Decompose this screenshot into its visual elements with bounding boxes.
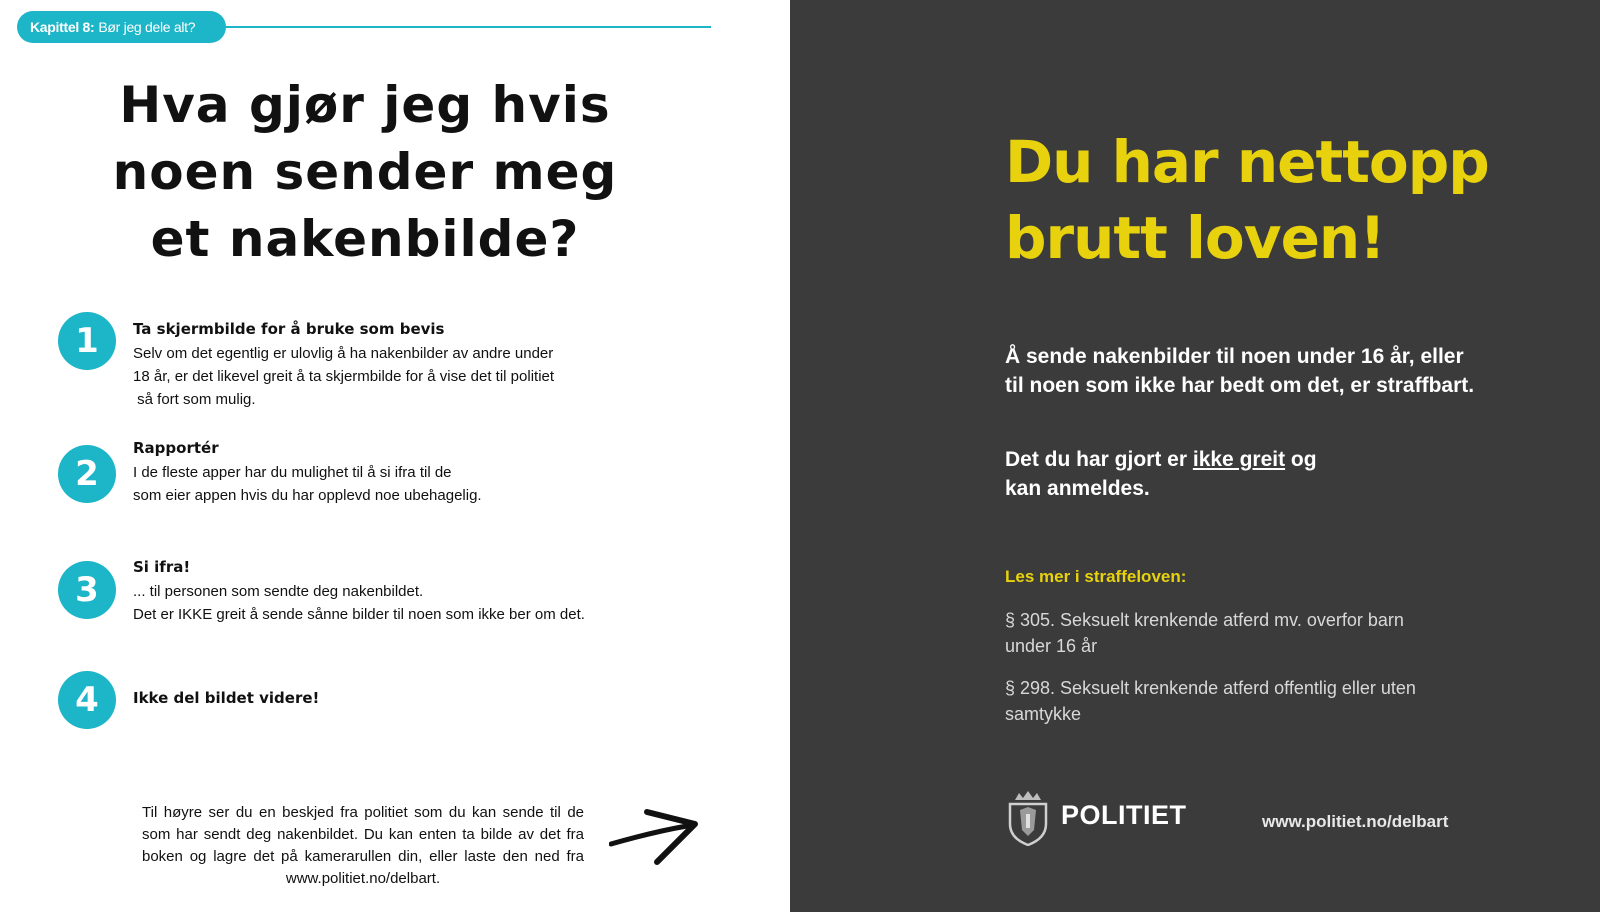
warning-emphasis: ikke greit [1192, 448, 1286, 471]
step-title: Ikke del bildet videre! [133, 689, 320, 707]
step-title: Si ifra! [133, 558, 191, 576]
header-divider [220, 26, 711, 28]
police-crest-icon [1005, 790, 1051, 846]
warning-title [1005, 124, 1525, 276]
step-title: Rapportér [133, 439, 219, 457]
step-text-line: ... til personen som sendte deg nakenbildet. [133, 583, 424, 600]
step-text-line: så fort som mulig. [133, 391, 256, 408]
title-line: et nakenbilde? [150, 210, 580, 268]
chapter-title: Bør jeg dele alt? [98, 19, 196, 35]
step-text-line: 18 år, er det likevel greit å ta skjermbilde for å vise det til politiet [133, 368, 555, 385]
title-line: noen sender meg [112, 143, 618, 201]
step-text [133, 461, 653, 507]
chapter-label: Kapittel 8: [30, 19, 95, 35]
politiet-logo-text: POLITIET [1061, 800, 1187, 830]
title-line: Hva gjør jeg hvis [119, 76, 611, 134]
warning-title-line: Du har nettopp [1005, 128, 1489, 196]
law-item: § 298. Seksuelt krenkende atferd offentlig eller uten samtykke [1005, 678, 1416, 724]
footnote-text: Til høyre ser du en beskjed fra politiet som du kan sende til de som har sendt deg nakenbildet. Du kan enten ta bilde av det fra boken og lagre det på kamerarullen din, eller laste den ned fra www.politiet.no/delbart. [142, 804, 584, 887]
step-number-badge: 1 [58, 312, 116, 370]
step-number-badge: 2 [58, 445, 116, 503]
warning-text: og kan anmeldes. [1005, 448, 1317, 500]
warning-paragraph: Å sende nakenbilder til noen under 16 år, eller til noen som ikke har bedt om det, er straffbart. [1005, 345, 1475, 397]
warning-title-line: brutt loven! [1005, 204, 1385, 272]
warning-paragraph-2 [1005, 445, 1335, 503]
step-text-line: Selv om det egentlig er ulovlig å ha nakenbilder av andre under [133, 345, 554, 362]
step-number-badge: 4 [58, 671, 116, 729]
politiet-url[interactable]: www.politiet.no/delbart [1262, 812, 1449, 831]
step-text-line: som eier appen hvis du har opplevd noe ubehagelig. [133, 487, 482, 504]
step-text [133, 580, 653, 626]
page-title [100, 72, 630, 273]
chapter-badge [17, 11, 226, 43]
law-item: § 305. Seksuelt krenkende atferd mv. overfor barn under 16 år [1005, 610, 1404, 656]
step-text-line: Det er IKKE greit å sende sånne bilder til noen som ikke ber om det. [133, 606, 585, 623]
step-text [133, 342, 653, 411]
arrow-right-icon [609, 808, 699, 868]
step-text-line: I de fleste apper har du mulighet til å si ifra til de [133, 464, 452, 481]
step-title: Ta skjermbilde for å bruke som bevis [133, 320, 445, 338]
step-number-badge: 3 [58, 561, 116, 619]
warning-text: Det du har gjort er [1005, 448, 1193, 471]
law-label: Les mer i straffeloven: [1005, 567, 1187, 586]
